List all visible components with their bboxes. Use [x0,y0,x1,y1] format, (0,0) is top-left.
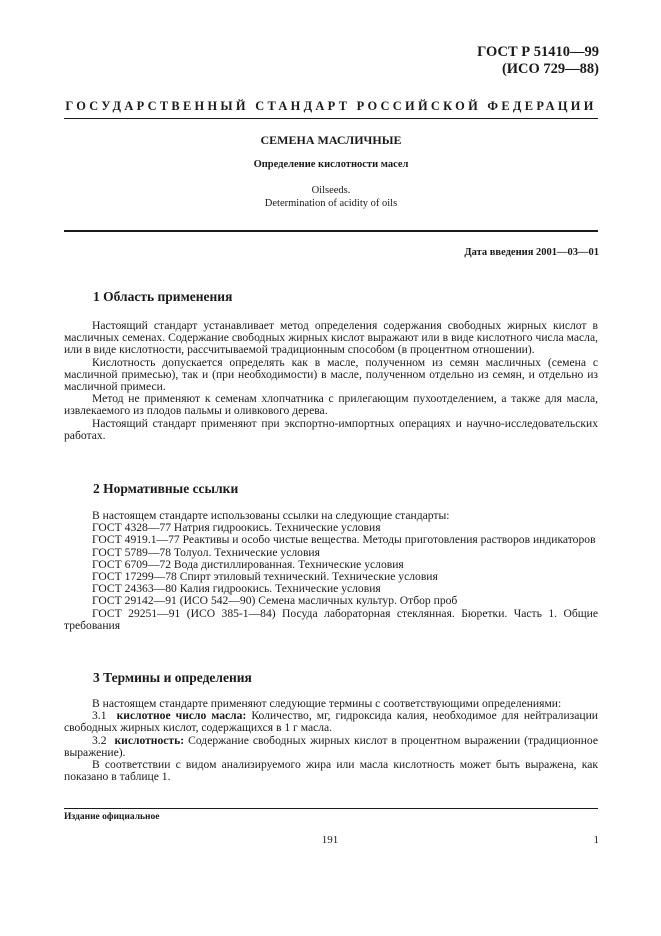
definition-text: Содержание свободных жирных кислот в процентном выражении (традиционное выражение). [64,733,599,759]
section-3-body [64,698,598,783]
normative-reference: ГОСТ 29142—91 (ИСО 542—90) Семена масличных культур. Отбор проб [92,594,458,608]
english-title-line-1: Oilseeds. [311,185,351,196]
sheet-number: 1 [593,834,599,846]
term-acidity: кислотность: [114,733,185,747]
section-2-body [64,510,598,632]
section-1-paragraph: Настоящий стандарт устанавливает метод определения содержания свободных жирных кислот в масличных семенах. Содержание свободных жирных кислот выражают или в виде кислотного числа масла, или в виде кислотности, рассчитываемой традиционным способом (в процентном отношении). [64,319,598,357]
section-1-paragraph: Кислотность допускается определять как в масле, полученном из семян масличных (семена с масличной примесью), так и (при необходимости) в масле, полученном отдельно из семян, и отдельно из масличной примеси. [64,355,598,394]
document-title: СЕМЕНА МАСЛИЧНЫЕ [260,133,402,147]
normative-reference: ГОСТ 4328—77 Натрия гидроокись. Технические условия [92,521,381,535]
normative-reference: ГОСТ 5789—78 Толуол. Технические условия [92,545,320,559]
normative-reference: ГОСТ 29251—91 (ИСО 385-1—84) Посуда лабораторная стеклянная. Бюретки. Часть 1. Общие требования [64,606,598,632]
normative-reference: ГОСТ 17299—78 Спирт этиловый технический. Технические условия [92,570,438,584]
introduction-date: Дата введения 2001—03—01 [464,247,599,258]
section-1-body [64,320,598,442]
definition-3-2 [64,735,598,759]
section-3-heading: 3 Термины и определения [93,670,252,685]
state-standard-title: ГОСУДАРСТВЕННЫЙ СТАНДАРТ РОССИЙСКОЙ ФЕДЕРАЦИИ [65,99,597,113]
normative-reference: ГОСТ 4919.1—77 Реактивы и особо чистые вещества. Методы приготовления растворов индикаторов [92,533,596,547]
definition-3-1 [64,710,598,734]
normative-reference: ГОСТ 6709—72 Вода дистиллированная. Технические условия [92,557,404,571]
title-divider [64,230,598,232]
page-number: 191 [321,834,339,846]
document-subtitle: Определение кислотности масел [253,159,409,170]
term-acid-number: кислотное число масла: [116,709,247,723]
definition-number: 3.1 [92,709,107,723]
normative-reference: ГОСТ 24363—80 Калия гидроокись. Технические условия [92,582,381,596]
definition-text: Количество, мг, гидроксида калия, необходимое для нейтрализации свободных жирных кислот, содержащихся в 1 г масла. [64,709,598,735]
section-3-closing: В соответствии с видом анализируемого жира или масла кислотность может быть выражена, как показано в таблице 1. [64,758,598,784]
gost-number: ГОСТ Р 51410—99 [477,44,599,60]
section-1-paragraph: Настоящий стандарт применяют при экспортно-импортных операциях и научно-исследовательских работах. [64,416,598,442]
official-edition-label: Издание официальное [64,812,160,822]
header-divider [64,118,598,119]
section-1-paragraph: Метод не применяют к семенам хлопчатника с прилегающим пухоотделением, а также для масла, извлекаемого из плодов пальмы и оливкового дерева. [64,392,598,418]
section-1-heading: 1 Область применения [93,289,233,304]
english-title-line-2: Determination of acidity of oils [264,198,398,209]
section-3-intro: В настоящем стандарте применяют следующие термины с соответствующими определениями: [92,697,562,710]
section-2-heading: 2 Нормативные ссылки [93,481,239,496]
iso-number: (ИСО 729—88) [501,61,599,77]
section-2-intro: В настоящем стандарте использованы ссылки на следующие стандарты: [92,509,450,522]
footer-divider [64,808,598,809]
definition-number: 3.2 [92,733,107,747]
